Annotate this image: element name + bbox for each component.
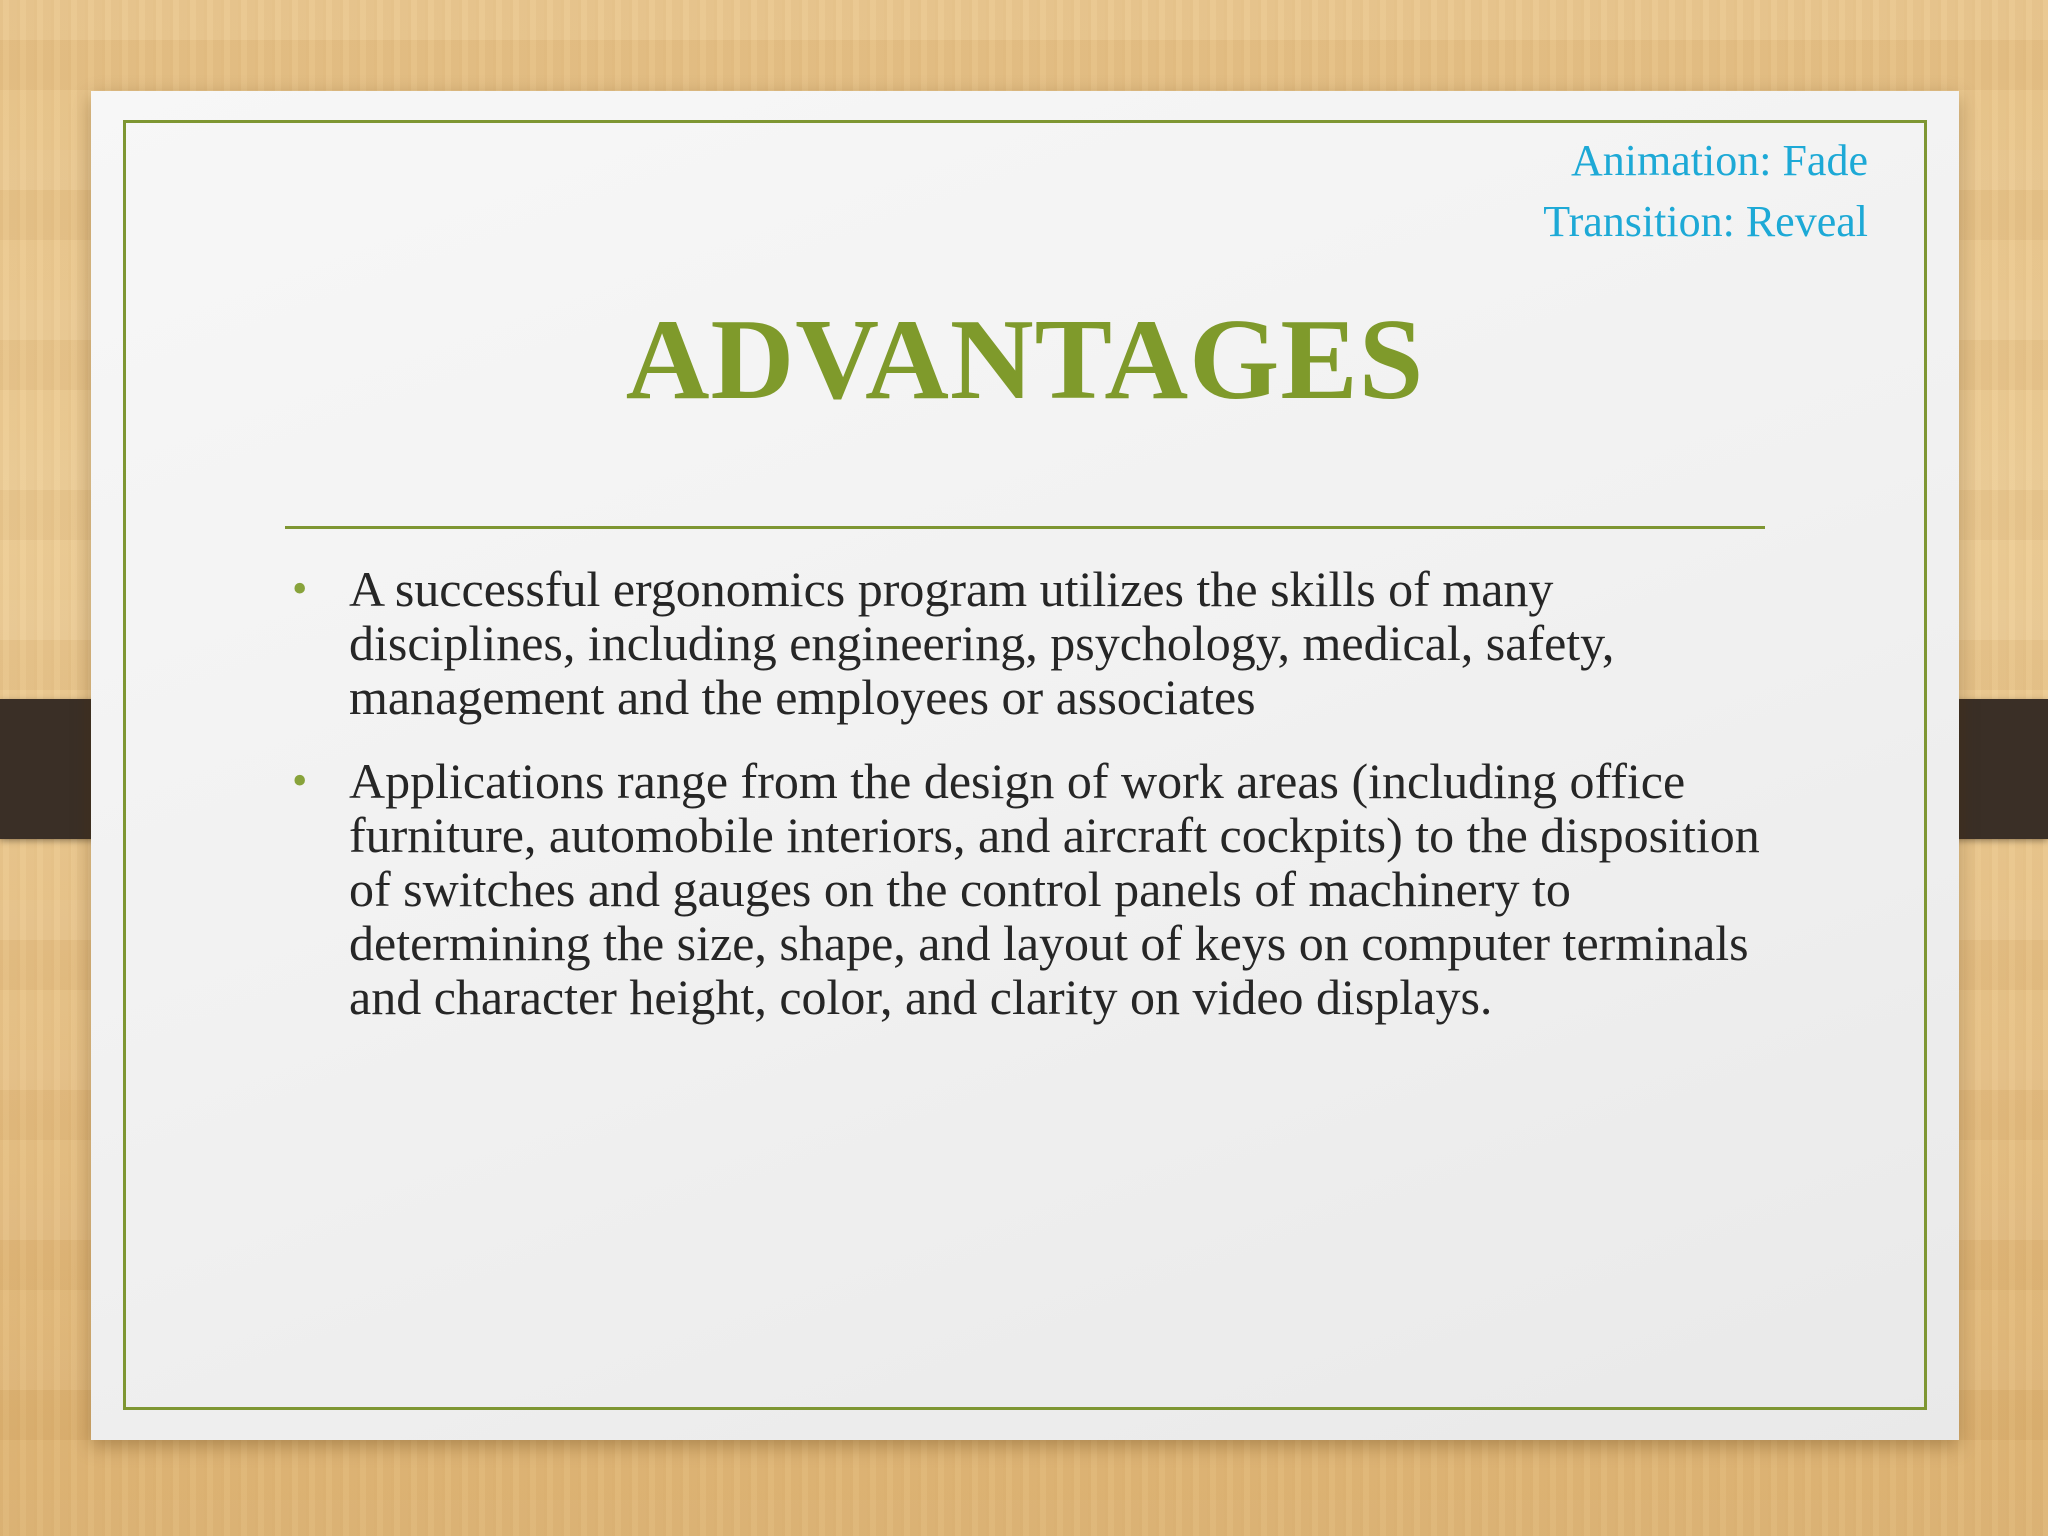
slide-title: ADVANTAGES bbox=[625, 296, 1425, 424]
bullet-item bbox=[285, 562, 1785, 724]
bullet-text: A successful ergonomics program utilizes the skills of many disciplines, including engineering, psychology, medical, safety, management and the employees or associates bbox=[349, 561, 1615, 725]
bullet-text: Applications range from the design of work areas (including office furniture, automobile interiors, and aircraft cockpits) to the disposition of switches and gauges on the control panels of machinery to determining the size, shape, and layout of keys on computer terminals and character height, color, and clarity on video displays. bbox=[349, 753, 1760, 1025]
bullet-list bbox=[285, 562, 1785, 1054]
animation-note: Animation: Fade bbox=[1571, 136, 1868, 185]
bullet-dot-icon: • bbox=[292, 564, 308, 613]
title-divider bbox=[285, 526, 1765, 529]
bullet-dot-icon: • bbox=[292, 756, 308, 805]
bullet-item bbox=[285, 754, 1785, 1024]
slide-meta-note bbox=[1368, 130, 1868, 252]
transition-note: Transition: Reveal bbox=[1543, 197, 1868, 246]
